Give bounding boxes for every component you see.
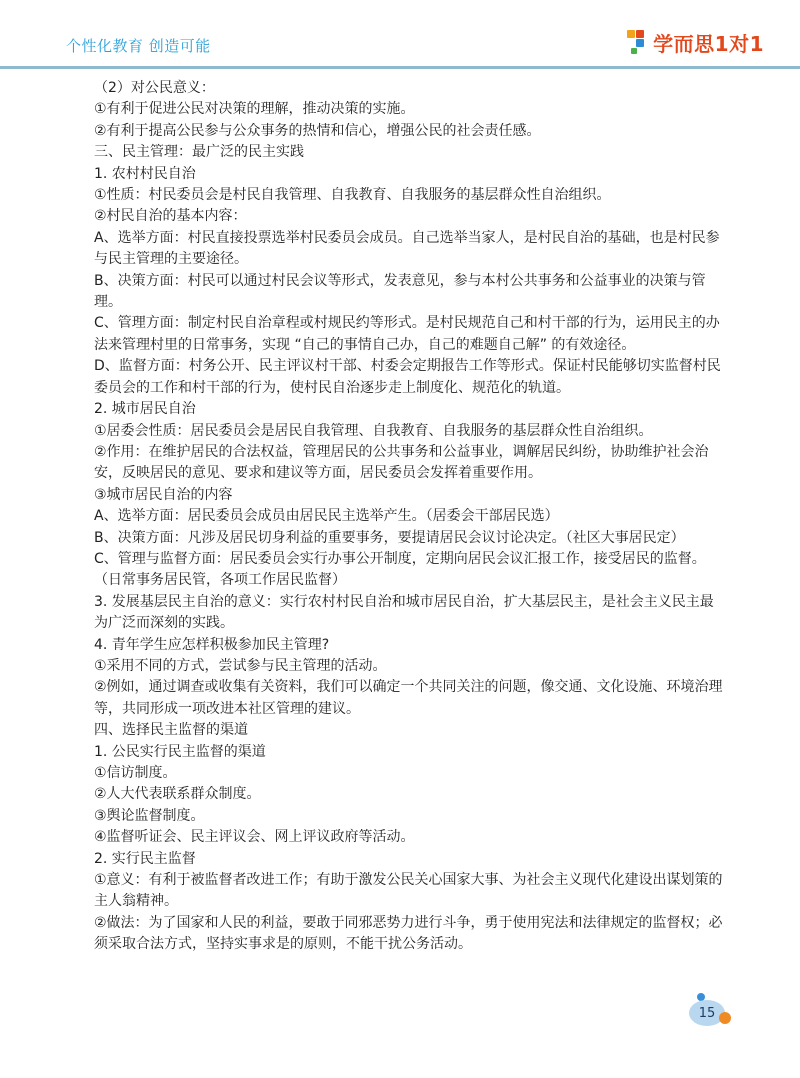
header-divider — [0, 66, 800, 69]
section-heading: 四、选择民主监督的渠道 — [94, 722, 248, 739]
brand-logo — [625, 27, 764, 57]
section-heading: 三、民主管理：最广泛的民主实践 — [94, 144, 304, 161]
text-line: ②例如，通过调查或收集有关资料，我们可以确定一个共同关注的问题，像交通、文化设施、环境治理等，共同形成一项改进本社区管理的建议。 — [94, 679, 723, 717]
text-line: 3. 发展基层民主自治的意义：实行农村村民自治和城市居民自治，扩大基层民主，是社会主义民主最为广泛而深刻的实践。 — [94, 593, 714, 632]
text-line: C、管理与监督方面：居民委员会实行办事公开制度，定期向居民会议汇报工作，接受居民的监督。（日常事务居民管，各项工作居民监督） — [94, 550, 706, 589]
text-line: （2）对公民意义： — [94, 80, 215, 96]
text-line: ②作用：在维护居民的合法权益，管理居民的公共事务和公益事业，调解居民纠纷，协助维护社会治安，反映居民的意见、要求和建议等方面，居民委员会发挥着重要作用。 — [94, 443, 709, 482]
header-slogan: 个性化教育 创造可能 — [66, 37, 211, 55]
subsection-heading: 1. 农村村民自治 — [94, 165, 196, 182]
decorative-dot-orange — [719, 1012, 731, 1024]
subsection-heading: 2. 城市居民自治 — [94, 401, 196, 418]
text-line: B、决策方面：凡涉及居民切身利益的重要事务，要提请居民会议讨论决定。（社区大事居民定） — [94, 529, 685, 546]
brand-logo-icon — [625, 28, 647, 56]
text-line: ③城市居民自治的内容 — [94, 486, 233, 503]
page-header — [0, 0, 800, 68]
text-line: A、选举方面：居民委员会成员由居民民主选举产生。（居委会干部居民选） — [94, 508, 559, 525]
text-line: ②村民自治的基本内容： — [94, 208, 247, 225]
text-line: ①采用不同的方式，尝试参与民主管理的活动。 — [94, 657, 387, 674]
text-line: ③舆论监督制度。 — [94, 807, 205, 824]
text-line: ④监督听证会、民主评议会、网上评议政府等活动。 — [94, 829, 415, 846]
page-number: 15 — [689, 1000, 725, 1026]
text-line: B、决策方面：村民可以通过村民会议等形式，发表意见，参与本村公共事务和公益事业的决策与管理。 — [94, 272, 706, 311]
text-line: D、监督方面：村务公开、民主评议村干部、村委会定期报告工作等形式。保证村民能够切实监督村民委员会的工作和村干部的行为，使村民自治逐步走上制度化、规范化的轨道。 — [94, 358, 721, 396]
brand-name: 学而思1对1 — [653, 31, 764, 56]
text-line: ②有利于提高公民参与公众事务的热情和信心，增强公民的社会责任感。 — [94, 122, 541, 139]
text-line: A、选举方面：村民直接投票选举村民委员会成员。自己选举当家人，是村民自治的基础，也是村民参与民主管理的主要途径。 — [94, 229, 720, 268]
text-line: ②做法：为了国家和人民的利益，要敢于同邪恶势力进行斗争，勇于使用宪法和法律规定的监督权；必须采取合法方式，坚持实事求是的原则，不能干扰公务活动。 — [94, 914, 723, 953]
text-line: ①信访制度。 — [94, 765, 177, 781]
text-line: ①意义：有利于被监督者改进工作；有助于激发公民关心国家大事、为社会主义现代化建设出谋划策的主人翁精神。 — [94, 872, 723, 910]
text-line: ①有利于促进公民对决策的理解，推动决策的实施。 — [94, 101, 415, 118]
text-line: ①居委会性质：居民委员会是居民自我管理、自我教育、自我服务的基层群众性自治组织。 — [94, 422, 653, 439]
document-body — [94, 78, 724, 956]
subsection-heading: 4. 青年学生应怎样积极参加民主管理? — [94, 636, 330, 653]
text-line: ②人大代表联系群众制度。 — [94, 786, 261, 803]
text-line: ①性质：村民委员会是村民自我管理、自我教育、自我服务的基层群众性自治组织。 — [94, 187, 611, 204]
subsection-heading: 1. 公民实行民主监督的渠道 — [94, 743, 266, 760]
subsection-heading: 2. 实行民主监督 — [94, 850, 196, 867]
text-line: C、管理方面：制定村民自治章程或村规民约等形式。是村民规范自己和村干部的行为，运用民主的办法来管理村里的日常事务，实现 “自己的事情自己办，自己的难题自己解” 的有效途径。 — [94, 315, 720, 353]
